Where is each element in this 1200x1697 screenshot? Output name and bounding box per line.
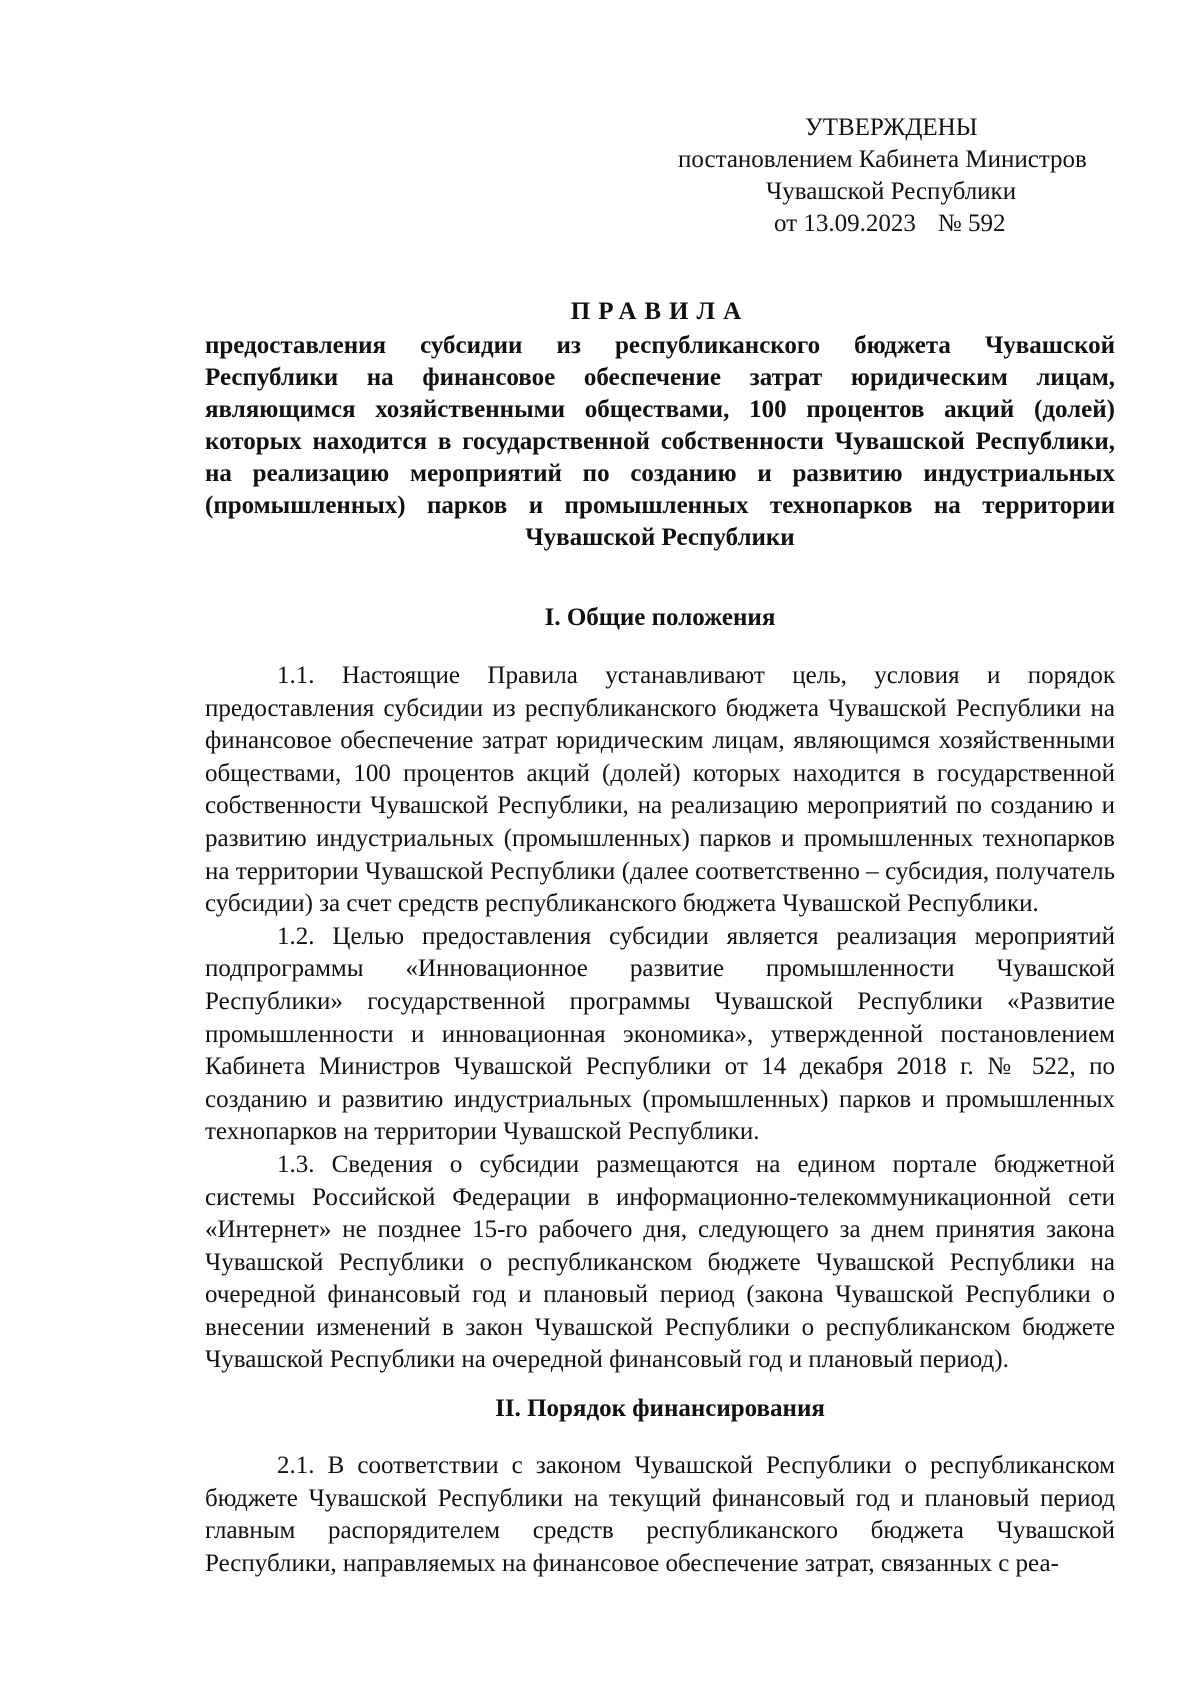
approval-number: № 592 — [937, 210, 1006, 237]
approval-line-3: Чувашской Республики — [766, 178, 1017, 205]
approval-date: от 13.09.2023 — [774, 210, 916, 237]
approval-line-4 — [650, 208, 1150, 240]
paragraph-1-3: 1.3. Сведения о субсидии размещаются на едином портале бюджетной системы Российской Федерации в информационно-телекоммуникационной сети «Интернет» не позднее 15-го рабочего дня, следующего за днем принятия закона Чувашской Республики о республиканском бюджете Чувашской Республики на очередной финансовый год и плановый период (закона Чувашской Республики о внесении изменений в закон Чувашской Республики о республиканском бюджете Чувашской Республики на очередной финансовый год и плановый период). — [205, 1150, 1115, 1374]
paragraph-1-1: 1.1. Настоящие Правила устанавливают цель, условия и порядок предоставления субсидии из республиканского бюджета Чувашской Республики на финансовое обеспечение затрат юридическим лицам, являющимся хозяйственными обществами, 100 процентов акций (долей) которых находится в государственной собственности Чувашской Республики, на реализацию мероприятий по созданию и развитию индустриальных (промышленных) парков и промышленных технопарков на территории Чувашской Республики (далее соответственно – субсидия, получатель субсидии) за счет средств республиканского бюджета Чувашской Республики. — [205, 662, 1115, 918]
section-2-heading: II. Порядок финансирования — [495, 1395, 825, 1422]
approval-line-2: постановлением Кабинета Министров — [678, 146, 1087, 173]
approval-line-1: УТВЕРЖДЕНЫ — [805, 114, 978, 141]
document-title: ПРАВИЛА — [570, 298, 750, 325]
document-subtitle: предоставления субсидии из республиканского бюджета Чувашской Республики на финансовое обеспечение затрат юридическим лицам, являющимся хозяйственными обществами, 100 процентов акций (долей) которых находится в государственной собственности Чувашской Республики, на реализацию мероприятий по созданию и развитию индустриальных (промышленных) парков и промышленных технопарков на территории Чувашской Республики — [205, 332, 1115, 551]
paragraph-1-2: 1.2. Целью предоставления субсидии является реализация мероприятий подпрограммы «Инновационное развитие промышленности Чувашской Республики» государственной программы Чувашской Республики «Развитие промышленности и инновационная экономика», утвержденной постановлением Кабинета Министров Чувашской Республики от 14 декабря 2018 г. № 522, по созданию и развитию индустриальных (промышленных) парков и промышленных технопарков на территории Чувашской Республики. — [205, 922, 1115, 1146]
section-1-heading: I. Общие положения — [544, 604, 776, 631]
section-1-body — [205, 660, 1115, 1377]
approval-stamp — [650, 112, 1150, 240]
paragraph-2-1: 2.1. В соответствии с законом Чувашской Республики о республиканском бюджете Чувашской Республики на текущий финансовый год и плановый период главным распорядителем средств республиканского бюджета Чувашской Республики, направляемых на финансовое обеспечение затрат, связанных с реа- — [205, 1452, 1115, 1577]
section-2-body — [205, 1450, 1115, 1580]
